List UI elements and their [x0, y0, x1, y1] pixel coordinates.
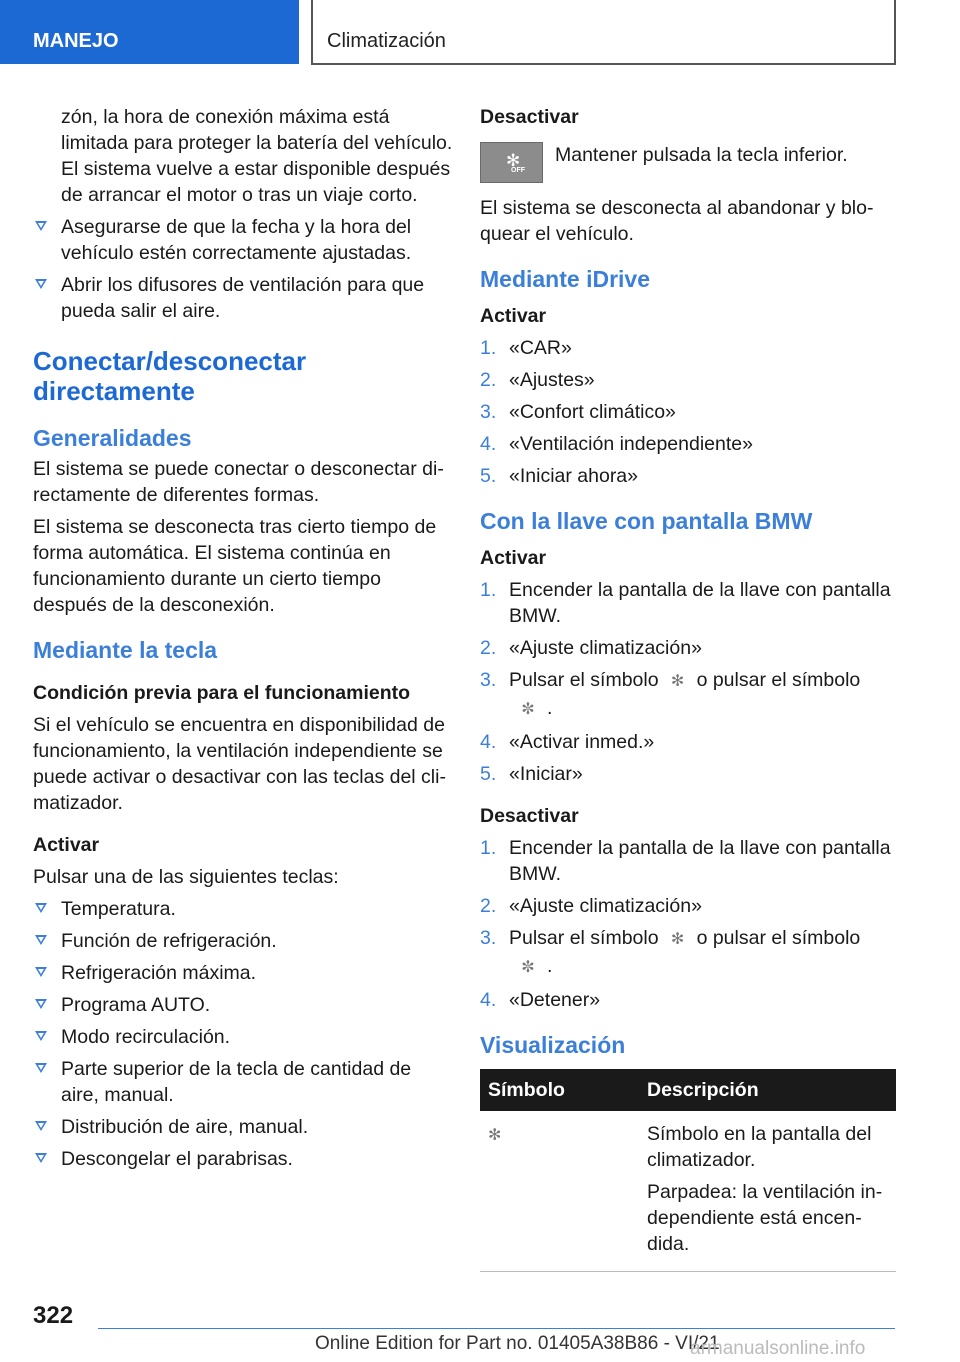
- list-item: 4. «Activar inmed.»: [480, 731, 655, 753]
- fan-off-icon: ✼: [521, 701, 535, 718]
- list-item: Abrir los difusores de ventilación para que pueda salir el aire.: [33, 272, 453, 324]
- triangle-bullet-icon: [35, 221, 47, 231]
- triangle-bullet-icon: [35, 935, 47, 945]
- heading-desactivar: Desactivar: [480, 106, 579, 128]
- triangle-bullet-icon: [35, 903, 47, 913]
- fan-icon: ✻: [670, 931, 685, 948]
- list-item: 2. «Ajuste climatización»: [480, 895, 702, 917]
- triangle-bullet-icon: [35, 967, 47, 977]
- idrive-steps: [480, 335, 896, 489]
- watermark: armanualsonline.info: [690, 1338, 866, 1359]
- footer-divider: [98, 1328, 895, 1329]
- footer-edition: Online Edition for Part no. 01405A38B86 - VI/21: [315, 1333, 720, 1354]
- general-paragraph-1: El sistema se puede conectar o desconectar directamente de diferentes formas.: [33, 458, 444, 506]
- table-header-row: [480, 1069, 896, 1111]
- general-paragraph-2: El sistema se desconecta tras cierto tiempo de forma automática. El sistema continúa en funcionamiento durante un cierto tiempo después de la desconexión.: [33, 516, 437, 616]
- fan-icon: ✻: [670, 673, 685, 690]
- triangle-bullet-icon: [35, 1121, 47, 1131]
- list-item: 3. Pulsar el símbolo ✻ o pulsar el símbolo✼ .: [480, 667, 896, 723]
- list-item: 3. Pulsar el símbolo ✻ o pulsar el símbolo✼ .: [480, 925, 896, 981]
- list-item: Distribución de aire, manual.: [33, 1114, 453, 1140]
- list-item: 5. «Iniciar»: [480, 763, 583, 785]
- heading-mediante-tecla: Mediante la tecla: [33, 637, 218, 663]
- list-item: 1. «CAR»: [480, 337, 572, 359]
- fan-icon: ✻: [488, 1127, 502, 1144]
- list-item: Temperatura.: [33, 896, 453, 922]
- triangle-bullet-icon: [35, 999, 47, 1009]
- heading-activar-llave: Activar: [480, 547, 547, 569]
- key-text: Mantener pulsada la tecla inferior.: [555, 144, 848, 166]
- list-item: Descongelar el parabrisas.: [33, 1146, 453, 1172]
- list-item: Parte superior de la tecla de cantidad de aire, manual.: [33, 1056, 453, 1108]
- triangle-bullet-icon: [35, 279, 47, 289]
- heading-visualizacion: Visualización: [480, 1032, 626, 1058]
- llave-desactivar-steps: [480, 835, 896, 1013]
- triangle-bullet-icon: [35, 1153, 47, 1163]
- heading-llave: Con la llave con pantalla BMW: [480, 508, 813, 534]
- list-item: 2. «Ajuste climatización»: [480, 637, 702, 659]
- table-cell-symbol: [480, 1111, 639, 1272]
- right-column: [480, 104, 896, 1272]
- table-header-simbolo: Símbolo: [480, 1069, 639, 1111]
- list-item: 4. «Detener»: [480, 989, 601, 1011]
- page-number: 322: [33, 1302, 74, 1329]
- heading-conectar: Conectar/desconectar directamente: [33, 346, 307, 406]
- table-cell-description: Símbolo en la pantalla del climatizador. Parpadea: la ventilación independiente está encendida.: [639, 1111, 896, 1272]
- bullet-list-1: [33, 214, 453, 324]
- fan-off-key-image: [480, 142, 543, 183]
- fan-off-label: OFF: [511, 167, 525, 174]
- list-item: Asegurarse de que la fecha y la hora del vehículo estén correctamente ajustadas.: [33, 214, 453, 266]
- condicion-paragraph: Si el vehículo se encuentra en disponibilidad de funcionamiento, la ventilación independiente se puede activar o desactivar con las teclas del climatizador.: [33, 714, 446, 814]
- list-item: 4. «Ventilación independiente»: [480, 433, 753, 455]
- header-chapter: [311, 0, 896, 65]
- list-item: Programa AUTO.: [33, 992, 453, 1018]
- header-section: [0, 0, 299, 64]
- triangle-bullet-icon: [35, 1031, 47, 1041]
- heading-activar: Activar: [33, 834, 100, 856]
- list-item: 2. «Ajustes»: [480, 369, 595, 391]
- header-section-label: MANEJO: [33, 30, 119, 52]
- list-item: 3. «Confort climático»: [480, 401, 676, 423]
- header-chapter-label: Climatización: [327, 30, 446, 52]
- list-item: 5. «Iniciar ahora»: [480, 465, 638, 487]
- left-column: [33, 104, 453, 1178]
- llave-activar-steps: [480, 577, 896, 787]
- bullet-list-2: [33, 896, 453, 1172]
- activar-paragraph: Pulsar una de las siguientes teclas:: [33, 866, 339, 888]
- table-header-descripcion: Descripción: [639, 1069, 896, 1111]
- desactivar-paragraph: El sistema se desconecta al abandonar y bloquear el vehículo.: [480, 197, 874, 245]
- list-item: Refrigeración máxima.: [33, 960, 453, 986]
- triangle-bullet-icon: [35, 1063, 47, 1073]
- list-item: Función de refrigeración.: [33, 928, 453, 954]
- table-row: [480, 1111, 896, 1272]
- heading-desactivar-llave: Desactivar: [480, 805, 579, 827]
- fan-off-icon: ✼: [521, 959, 535, 976]
- heading-mediante-idrive: Mediante iDrive: [480, 266, 650, 292]
- symbol-table: [480, 1069, 896, 1272]
- list-item: 1. Encender la pantalla de la llave con pantalla BMW.: [480, 579, 891, 627]
- heading-condicion: Condición previa para el funcionamiento: [33, 682, 411, 704]
- list-item: Modo recirculación.: [33, 1024, 453, 1050]
- intro-paragraph: zón, la hora de conexión máxima está limitada para proteger la batería del vehículo. El sistema vuelve a estar disponible después de arrancar el motor o tras un viaje corto.: [61, 106, 453, 206]
- key-row: [480, 142, 896, 183]
- heading-generalidades: Generalidades: [33, 425, 192, 451]
- fan-icon: ✻: [506, 151, 521, 170]
- list-item: 1. Encender la pantalla de la llave con pantalla BMW.: [480, 837, 891, 885]
- heading-activar-idrive: Activar: [480, 305, 547, 327]
